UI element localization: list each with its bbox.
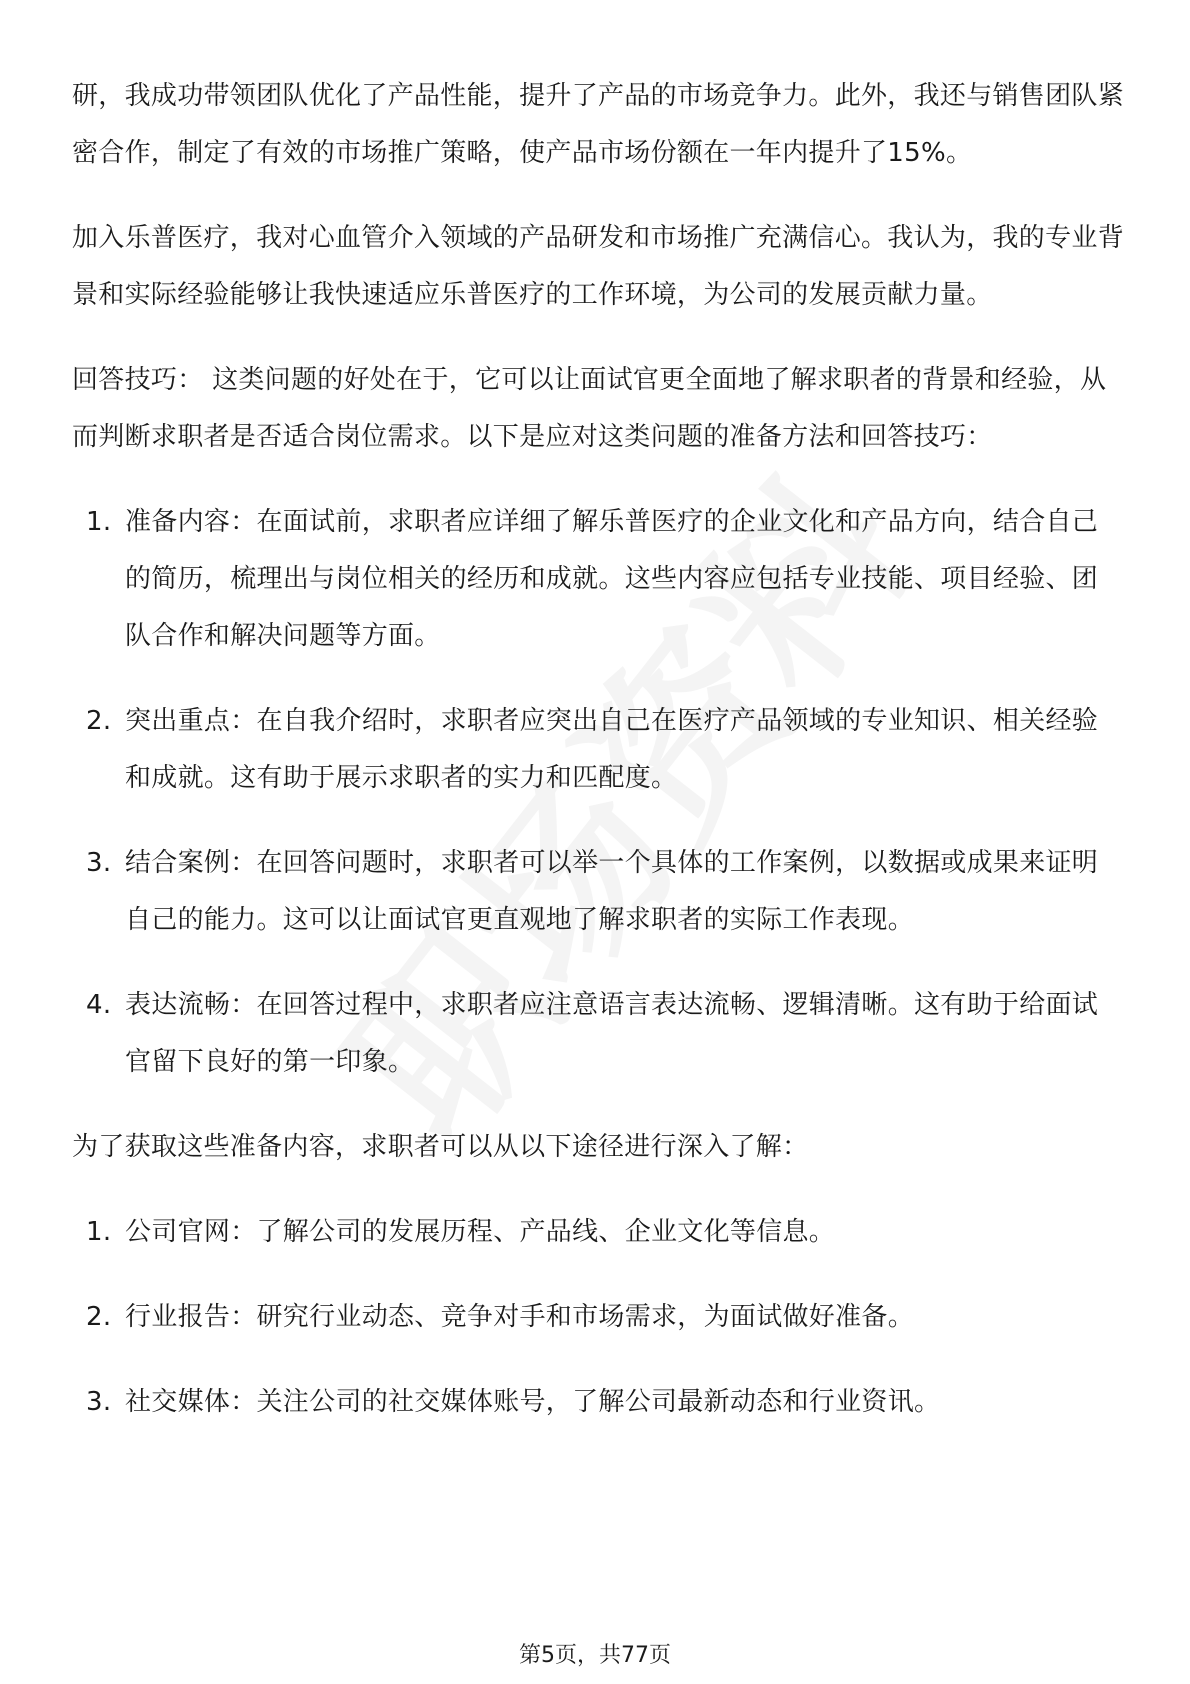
paragraph-experience: 研，我成功带领团队优化了产品性能，提升了产品的市场竞争力。此外，我还与销售团队紧密合作，制定了有效的市场推广策略，使产品市场份额在一年内提升了15%。 (72, 81, 1125, 168)
paragraph-motivation: 加入乐普医疗，我对心血管介入领域的产品研发和市场推广充满信心。我认为，我的专业背景和实际经验能够让我快速适应乐普医疗的工作环境，为公司的发展贡献力量。 (72, 223, 1125, 310)
list-number: 2. (86, 1302, 112, 1332)
list-text: 公司官网：了解公司的发展历程、产品线、企业文化等信息。 (125, 1217, 836, 1247)
document-page (72, 68, 1124, 1459)
list-item (72, 835, 1124, 949)
list-text: 行业报告：研究行业动态、竞争对手和市场需求，为面试做好准备。 (125, 1302, 915, 1332)
list-text: 准备内容：在面试前，求职者应详细了解乐普医疗的企业文化和产品方向，结合自己的简历，梳理出与岗位相关的经历和成就。这些内容应包括专业技能、项目经验、团队合作和解决问题等方面。 (125, 507, 1099, 651)
list-item (72, 1289, 1124, 1346)
list-number: 4. (86, 990, 112, 1020)
page-footer: 第5页，共77页 (519, 1643, 671, 1668)
paragraph-answer-tips: 回答技巧： 这类问题的好处在于，它可以让面试官更全面地了解求职者的背景和经验，从而判断求职者是否适合岗位需求。以下是应对这类问题的准备方法和回答技巧： (72, 365, 1107, 452)
list-number: 3. (86, 848, 112, 878)
list-number: 3. (86, 1387, 112, 1417)
list-number: 1. (86, 507, 112, 537)
list-text: 社交媒体：关注公司的社交媒体账号，了解公司最新动态和行业资讯。 (125, 1387, 941, 1417)
tips-list (72, 494, 1124, 1091)
list-text: 结合案例：在回答问题时，求职者可以举一个具体的工作案例，以数据或成果来证明自己的能力。这可以让面试官更直观地了解求职者的实际工作表现。 (125, 848, 1099, 935)
list-item (72, 494, 1124, 665)
list-item (72, 1374, 1124, 1431)
paragraph-sources-intro: 为了获取这些准备内容，求职者可以从以下途径进行深入了解： (72, 1132, 809, 1162)
list-item (72, 1204, 1124, 1261)
list-text: 突出重点：在自我介绍时，求职者应突出自己在医疗产品领域的专业知识、相关经验和成就。这有助于展示求职者的实力和匹配度。 (125, 706, 1099, 793)
list-number: 2. (86, 706, 112, 736)
list-item (72, 977, 1124, 1091)
list-number: 1. (86, 1217, 112, 1247)
list-text: 表达流畅：在回答过程中，求职者应注意语言表达流畅、逻辑清晰。这有助于给面试官留下良好的第一印象。 (125, 990, 1099, 1077)
sources-list (72, 1204, 1124, 1431)
list-item (72, 693, 1124, 807)
